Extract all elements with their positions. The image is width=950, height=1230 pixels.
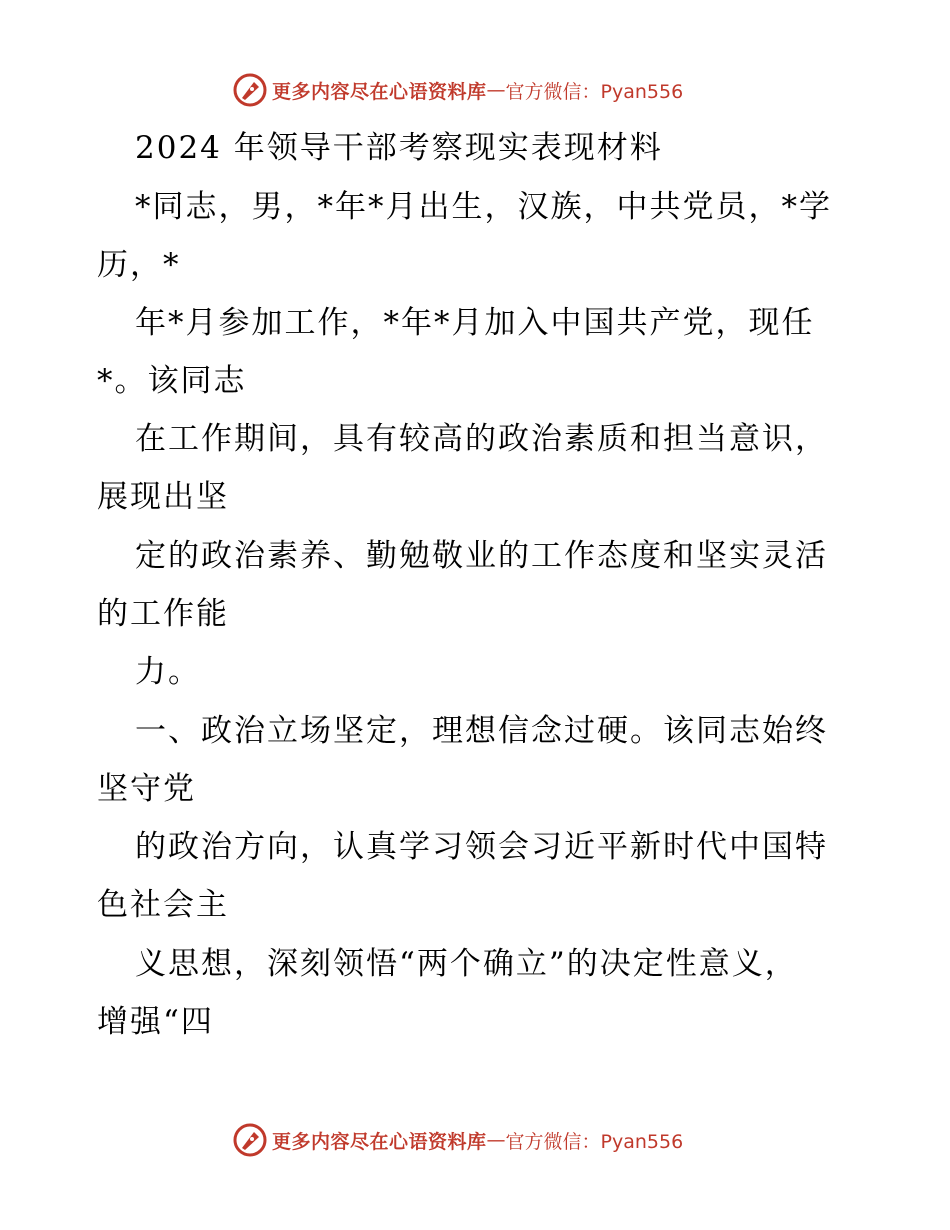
text-line: 力。 (135, 654, 201, 690)
footer-banner (232, 1120, 683, 1160)
wechat-id: 官方微信：Pyan556 (505, 1130, 684, 1153)
pen-nib-logo-icon (232, 72, 268, 108)
site-name: 更多内容尽在心语资料库 (272, 1130, 487, 1153)
site-name: 更多内容尽在心语资料库 (272, 80, 487, 103)
wechat-id: 官方微信：Pyan556 (505, 80, 684, 103)
text-line: 展现出坚 (97, 479, 229, 515)
document-title: 2024 年领导干部考察现实表现材料 (135, 130, 663, 166)
text-line: 历，* (97, 247, 181, 283)
text-line: 在工作期间，具有较高的政治素质和担当意识， (135, 421, 828, 457)
text-line: 一、政治立场坚定，理想信念过硬。该同志始终 (135, 713, 828, 749)
header-banner (232, 70, 683, 110)
banner-separator: — (486, 79, 506, 101)
text-line: 增强“四 (97, 1004, 214, 1040)
text-line: 的工作能 (97, 596, 229, 632)
banner-separator: — (486, 1129, 506, 1151)
pen-nib-logo-icon (232, 1122, 268, 1158)
text-line: 年*月参加工作，*年*月加入中国共产党，现任 (135, 305, 815, 341)
text-line: 色社会主 (97, 887, 229, 923)
text-line: *同志，男，*年*月出生，汉族，中共党员，*学 (135, 189, 832, 225)
text-line: *。该同志 (97, 363, 247, 399)
text-line: 的政治方向，认真学习领会习近平新时代中国特 (135, 829, 828, 865)
text-line: 义思想，深刻领悟“两个确立”的决定性意义， (135, 946, 798, 982)
text-line: 定的政治素养、勤勉敬业的工作态度和坚实灵活 (135, 538, 828, 574)
text-line: 坚守党 (97, 771, 196, 807)
